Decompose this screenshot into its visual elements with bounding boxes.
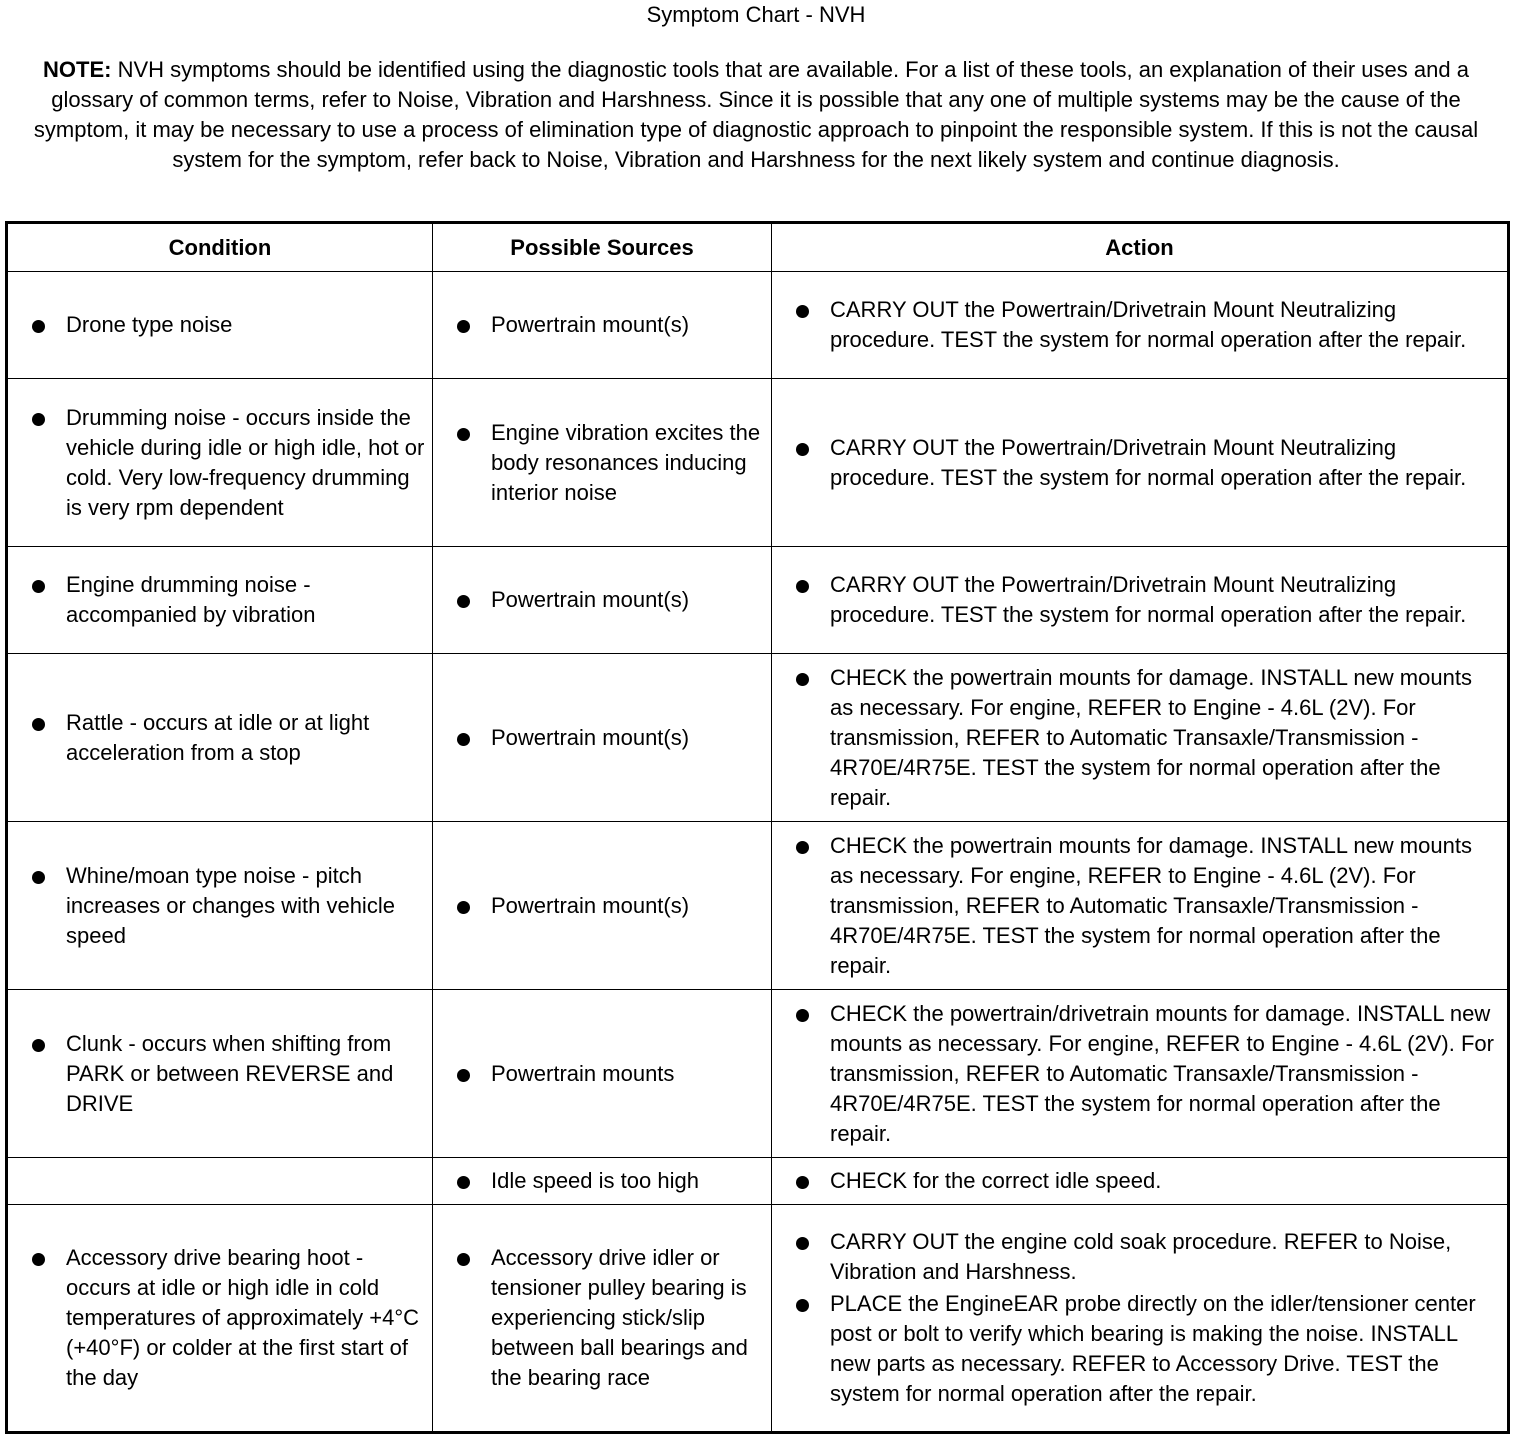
action-item: CHECK the powertrain/drivetrain mounts for damage. INSTALL new mounts as necessary. For engine, REFER to Engine - 4.6L (2V). For transmission, REFER to Automatic Transaxle/Transmission - 4R70E/4R75E. TEST the system for normal operation after the repair. xyxy=(796,999,1501,1149)
action-item: CHECK the powertrain mounts for damage. INSTALL new mounts as necessary. For engine, REFER to Engine - 4.6L (2V). For transmission, REFER to Automatic Transaxle/Transmission - 4R70E/4R75E. TEST the system for normal operation after the repair. xyxy=(796,663,1501,813)
condition-item: Drone type noise xyxy=(32,310,426,340)
table-row xyxy=(7,547,1509,654)
condition-item: Drumming noise - occurs inside the vehicle during idle or high idle, hot or cold. Very low-frequency drumming is very rpm dependent xyxy=(32,403,426,523)
table-row xyxy=(7,379,1509,547)
sources-cell xyxy=(433,1205,772,1433)
condition-item: Engine drumming noise - accompanied by vibration xyxy=(32,570,426,630)
condition-cell xyxy=(7,379,433,547)
action-item: PLACE the EngineEAR probe directly on the idler/tensioner center post or bolt to verify which bearing is making the noise. INSTALL new parts as necessary. REFER to Accessory Drive. TEST the system for normal operation after the repair. xyxy=(796,1289,1501,1409)
condition-cell xyxy=(7,990,433,1158)
sources-cell xyxy=(433,379,772,547)
source-item: Idle speed is too high xyxy=(457,1166,765,1196)
action-cell xyxy=(772,272,1509,379)
source-item: Powertrain mount(s) xyxy=(457,585,765,615)
header-condition: Condition xyxy=(7,223,433,272)
action-item: CARRY OUT the engine cold soak procedure. REFER to Noise, Vibration and Harshness. xyxy=(796,1227,1501,1287)
table-row xyxy=(7,822,1509,990)
source-item: Powertrain mount(s) xyxy=(457,310,765,340)
source-item: Powertrain mounts xyxy=(457,1059,765,1089)
note-paragraph xyxy=(6,55,1506,175)
action-cell xyxy=(772,1158,1509,1205)
condition-cell xyxy=(7,272,433,379)
action-item: CARRY OUT the Powertrain/Drivetrain Mount Neutralizing procedure. TEST the system for normal operation after the repair. xyxy=(796,295,1501,355)
sources-cell xyxy=(433,654,772,822)
condition-item: Whine/moan type noise - pitch increases or changes with vehicle speed xyxy=(32,861,426,951)
condition-cell xyxy=(7,547,433,654)
condition-cell xyxy=(7,1205,433,1433)
header-action: Action xyxy=(772,223,1509,272)
source-item: Powertrain mount(s) xyxy=(457,723,765,753)
page-title: Symptom Chart - NVH xyxy=(646,2,866,27)
action-item: CARRY OUT the Powertrain/Drivetrain Mount Neutralizing procedure. TEST the system for normal operation after the repair. xyxy=(796,570,1501,630)
sources-cell xyxy=(433,272,772,379)
source-item: Engine vibration excites the body resonances inducing interior noise xyxy=(457,418,765,508)
header-possible-sources: Possible Sources xyxy=(433,223,772,272)
action-cell xyxy=(772,654,1509,822)
table-row xyxy=(7,654,1509,822)
table-header-row xyxy=(7,223,1509,272)
sources-cell xyxy=(433,547,772,654)
note-text: NVH symptoms should be identified using the diagnostic tools that are available. For a list of these tools, an explanation of their uses and a glossary of common terms, refer to Noise, Vibration and Harshness. Since it is possible that any one of multiple systems may be the cause of the symptom, it may be necessary to use a process of elimination type of diagnostic approach to pinpoint the responsible system. If this is not the causal system for the symptom, refer back to Noise, Vibration and Harshness for the next likely system and continue diagnosis. xyxy=(33,57,1479,172)
condition-item: Rattle - occurs at idle or at light acceleration from a stop xyxy=(32,708,426,768)
table-row xyxy=(7,1158,1509,1205)
table-row xyxy=(7,272,1509,379)
action-cell xyxy=(772,822,1509,990)
condition-cell xyxy=(7,654,433,822)
action-item: CHECK for the correct idle speed. xyxy=(796,1166,1501,1196)
source-item: Powertrain mount(s) xyxy=(457,891,765,921)
action-item: CHECK the powertrain mounts for damage. INSTALL new mounts as necessary. For engine, REFER to Engine - 4.6L (2V). For transmission, REFER to Automatic Transaxle/Transmission - 4R70E/4R75E. TEST the system for normal operation after the repair. xyxy=(796,831,1501,981)
condition-cell-empty xyxy=(7,1158,433,1205)
condition-cell xyxy=(7,822,433,990)
source-item: Accessory drive idler or tensioner pulley bearing is experiencing stick/slip between ball bearings and the bearing race xyxy=(457,1243,765,1393)
action-cell xyxy=(772,547,1509,654)
condition-item: Clunk - occurs when shifting from PARK or between REVERSE and DRIVE xyxy=(32,1029,426,1119)
action-cell xyxy=(772,379,1509,547)
sources-cell xyxy=(433,1158,772,1205)
condition-item: Accessory drive bearing hoot - occurs at idle or high idle in cold temperatures of approximately +4°C (+40°F) or colder at the first start of the day xyxy=(32,1243,426,1393)
sources-cell xyxy=(433,822,772,990)
sources-cell xyxy=(433,990,772,1158)
note-label: NOTE: xyxy=(43,57,112,82)
action-cell xyxy=(772,990,1509,1158)
table-row xyxy=(7,1205,1509,1433)
action-cell xyxy=(772,1205,1509,1433)
symptom-chart-table xyxy=(5,221,1510,1434)
action-item: CARRY OUT the Powertrain/Drivetrain Mount Neutralizing procedure. TEST the system for normal operation after the repair. xyxy=(796,433,1501,493)
table-row xyxy=(7,990,1509,1158)
